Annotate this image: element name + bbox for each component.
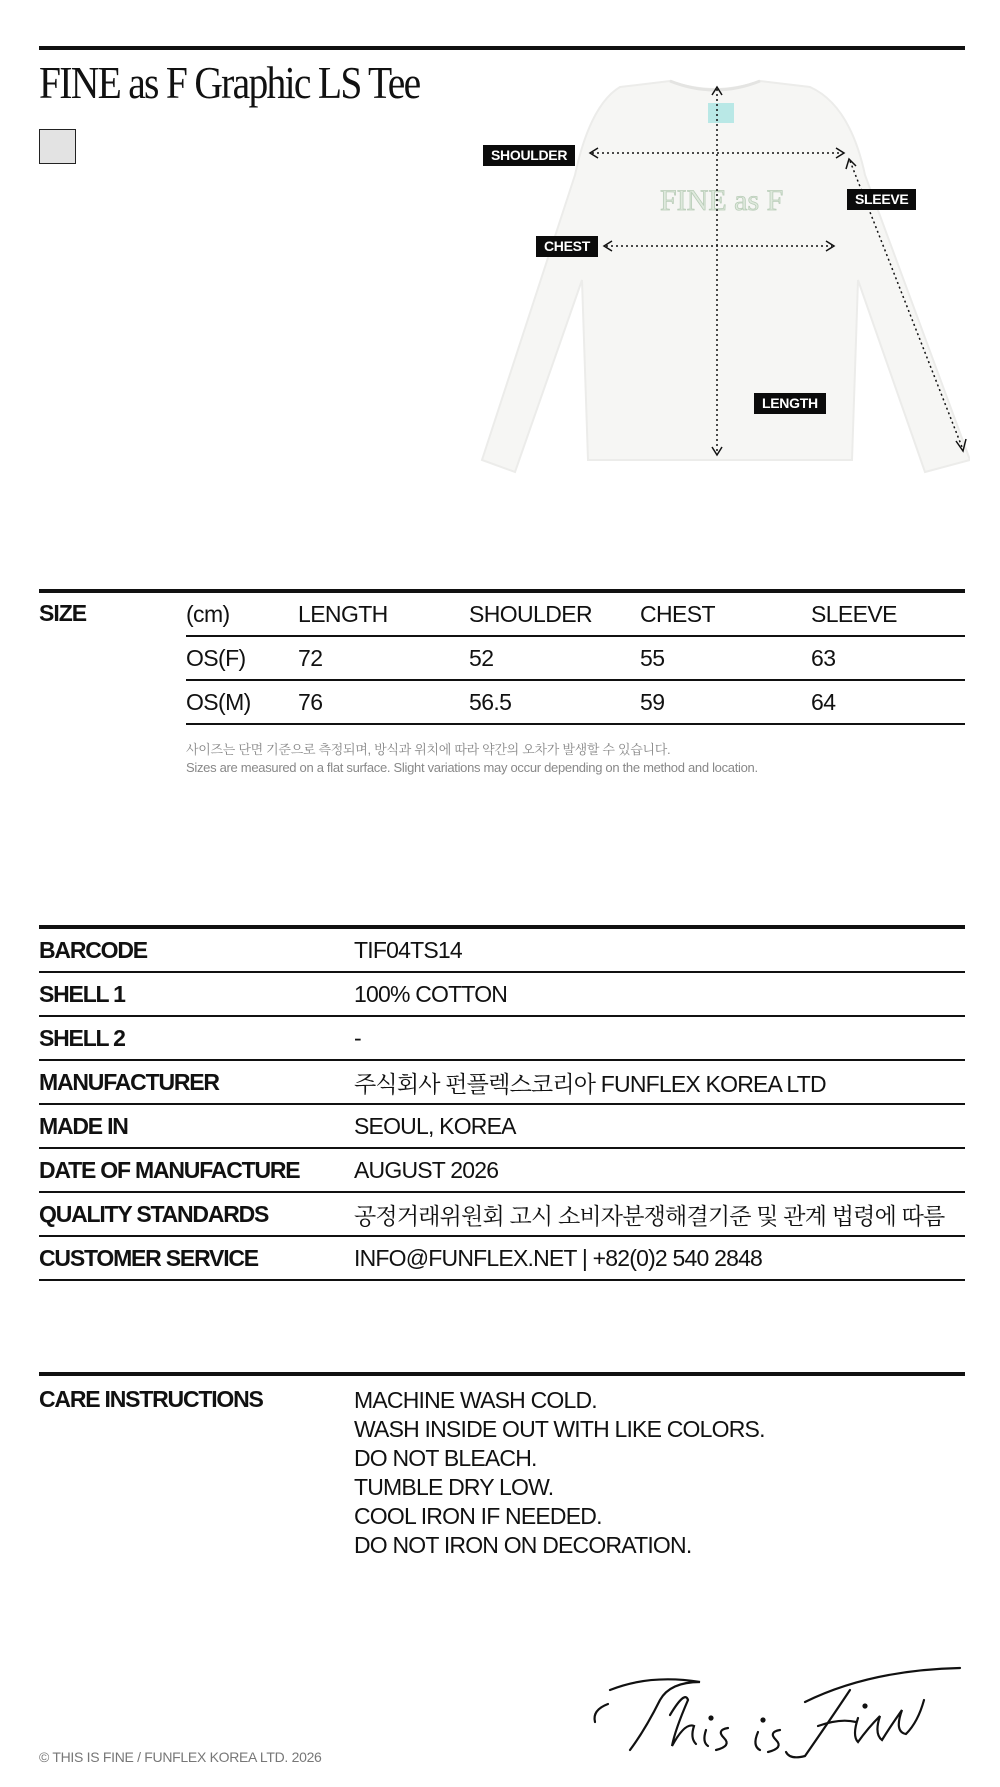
sleeve-value: 64 (811, 688, 836, 715)
length-value: 76 (298, 688, 323, 715)
care-line: DO NOT IRON ON DECORATION. (354, 1532, 692, 1558)
care-line: WASH INSIDE OUT WITH LIKE COLORS. (354, 1416, 765, 1442)
size-note-ko: 사이즈는 단면 기준으로 측정되며, 방식과 위치에 따라 약간의 오차가 발생할 수 있습니다. (186, 742, 671, 757)
table-row (186, 681, 965, 725)
product-title: FINE as F Graphic LS Tee (39, 57, 420, 108)
info-key: MADE IN (39, 1112, 128, 1139)
info-row-date (39, 1149, 965, 1193)
size-name: OS(F) (186, 644, 246, 671)
garment-diagram (470, 75, 970, 495)
size-note (186, 741, 758, 777)
care-list (354, 1386, 765, 1560)
info-value: INFO@FUNFLEX.NET | +82(0)2 540 2848 (354, 1244, 763, 1271)
info-value: - (354, 1024, 361, 1051)
this-is-fine-signature-logo (590, 1660, 970, 1765)
info-row-manufacturer (39, 1061, 965, 1105)
size-name: OS(M) (186, 688, 251, 715)
care-heading: CARE INSTRUCTIONS (39, 1386, 263, 1412)
unit-header: (cm) (186, 600, 230, 627)
care-rule (39, 1372, 965, 1376)
info-key: BARCODE (39, 936, 147, 963)
top-rule (39, 46, 965, 50)
info-key: SHELL 1 (39, 980, 125, 1007)
chest-value: 55 (640, 644, 665, 671)
size-header-row (186, 593, 965, 637)
sleeve-label: SLEEVE (847, 189, 916, 210)
info-row-barcode (39, 929, 965, 973)
info-key: DATE OF MANUFACTURE (39, 1156, 300, 1183)
info-row-customer-service (39, 1237, 965, 1281)
care-line: MACHINE WASH COLD. (354, 1387, 597, 1413)
size-note-en: Sizes are measured on a flat surface. Slight variations may occur depending on the method and location. (186, 760, 758, 775)
product-info-table (39, 929, 965, 1281)
info-key: SHELL 2 (39, 1024, 125, 1051)
info-value: 100% COTTON (354, 980, 508, 1007)
chest-value: 59 (640, 688, 665, 715)
shoulder-header: SHOULDER (469, 600, 593, 627)
info-value: AUGUST 2026 (354, 1156, 499, 1183)
info-key: MANUFACTURER (39, 1068, 219, 1095)
info-key: QUALITY STANDARDS (39, 1200, 269, 1227)
length-header: LENGTH (298, 600, 388, 627)
shirt-body (482, 81, 970, 472)
neck-label (708, 103, 734, 123)
table-row (186, 637, 965, 681)
info-row-shell-2 (39, 1017, 965, 1061)
care-line: TUMBLE DRY LOW. (354, 1474, 554, 1500)
info-row-shell-1 (39, 973, 965, 1017)
color-swatch[interactable] (39, 129, 76, 164)
copyright-footer: © THIS IS FINE / FUNFLEX KOREA LTD. 2026 (39, 1749, 322, 1765)
care-line: DO NOT BLEACH. (354, 1445, 537, 1471)
info-value: TIF04TS14 (354, 936, 462, 963)
shoulder-value: 56.5 (469, 688, 512, 715)
tshirt-illustration (470, 75, 970, 495)
length-label: LENGTH (754, 393, 826, 414)
info-value: 공정거래위원회 고시 소비자분쟁해결기준 및 관계 법령에 따름 (354, 1202, 945, 1229)
shirt-graphic: FINE as F (660, 184, 784, 217)
size-heading: SIZE (39, 600, 87, 626)
info-key: CUSTOMER SERVICE (39, 1244, 258, 1271)
info-value: 주식회사 펀플렉스코리아 FUNFLEX KOREA LTD (354, 1070, 826, 1097)
sleeve-header: SLEEVE (811, 600, 897, 627)
chest-label: CHEST (536, 236, 598, 257)
info-value: SEOUL, KOREA (354, 1112, 516, 1139)
size-table (186, 590, 965, 725)
sleeve-value: 63 (811, 644, 836, 671)
care-line: COOL IRON IF NEEDED. (354, 1503, 602, 1529)
info-row-quality (39, 1193, 965, 1237)
length-value: 72 (298, 644, 323, 671)
shoulder-label: SHOULDER (483, 145, 575, 166)
chest-header: CHEST (640, 600, 715, 627)
info-row-made-in (39, 1105, 965, 1149)
shoulder-value: 52 (469, 644, 494, 671)
